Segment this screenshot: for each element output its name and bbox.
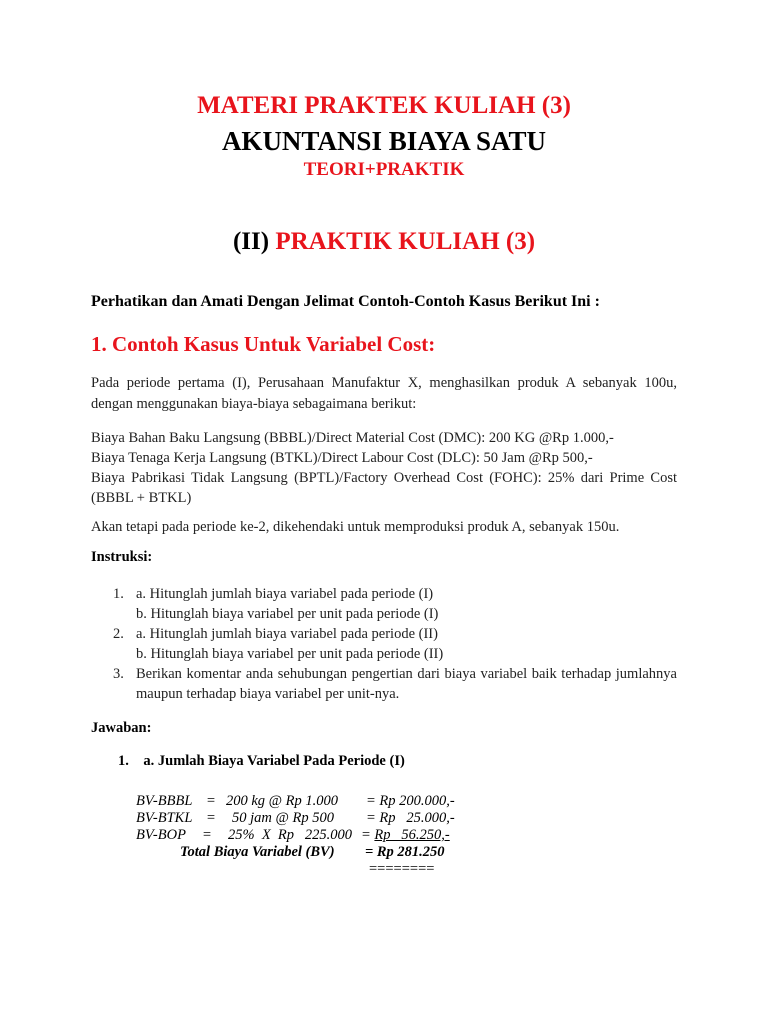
paragraph-intro: Pada periode pertama (I), Perusahaan Manufaktur X, menghasilkan produk A sebanyak 100u, dengan menggunakan biaya-biaya sebagaimana berikut:: [91, 375, 677, 412]
list-item: 3. Berikan komentar anda sehubungan pengertian dari biaya variabel baik terhadap jumlahnya maupun terhadap biaya variabel per unit-nya.: [113, 666, 677, 702]
lead-text: Perhatikan dan Amati Dengan Jelimat Contoh-Contoh Kasus Berikut Ini :: [91, 293, 600, 310]
cost-item-btkl: Biaya Tenaga Kerja Langsung (BTKL)/Direct Labour Cost (DLC): 50 Jam @Rp 500,-: [91, 450, 593, 466]
list-item: b. Hitunglah biaya variabel per unit pada periode (II): [136, 646, 444, 662]
title-section-red: PRAKTIK KULIAH (3): [275, 228, 536, 255]
title-course: AKUNTANSI BIAYA SATU: [221, 126, 547, 156]
section-heading: 1. Contoh Kasus Untuk Variabel Cost:: [91, 332, 436, 356]
title-subtitle: TEORI+PRAKTIK: [303, 159, 465, 180]
paragraph-period2: Akan tetapi pada periode ke-2, dikehendaki untuk memproduksi produk A, sebanyak 150u.: [91, 519, 620, 535]
title-materi: MATERI PRAKTEK KULIAH (3): [197, 92, 571, 119]
title-section: [0, 228, 768, 256]
cost-item-bbbl: Biaya Bahan Baku Langsung (BBBL)/Direct Material Cost (DMC): 200 KG @Rp 1.000,-: [91, 430, 614, 446]
title-section-prefix: (II): [232, 228, 276, 255]
answer-item-heading: 1. a. Jumlah Biaya Variabel Pada Periode (I): [118, 753, 405, 769]
answer-heading: Jawaban:: [91, 720, 152, 736]
document-page: MATERI PRAKTEK KULIAH (3) AKUNTANSI BIAYA SATU TEORI+PRAKTIK (II) PRAKTIK KULIAH (3) Perhatikan dan Amati Dengan Jelimat Contoh-Contoh Kasus Berikut Ini : 1. Contoh Kasus Untuk Variabel Cost: Pada periode pertama (I), Perusahaan Manufaktur X, menghasilkan produk A sebanyak 100u, dengan menggunakan biaya-biaya sebagaimana berikut: Biaya Bahan Baku Langsung (BBBL)/Direct Material Cost (DMC): 200 KG @Rp 1.000,- Biaya Tenaga Kerja Langsung (BTKL)/Direct Labour Cost (DLC): 50 Jam @Rp 500,- Biaya Pabrikasi Tidak Langsung (BPTL)/Factory Overhead Cost (FOHC): 25% dari Prime Cost (BBBL + BTKL) Akan tetapi pada periode ke-2, dikehendaki untuk memproduksi produk A, sebanyak 150u. Instruksi: 1. a. Hitunglah jumlah biaya variabel pada periode (I) b. Hitunglah biaya variabel per unit pada periode (I) 2. a. Hitunglah jumlah biaya variabel pada periode (II) b. Hitunglah biaya variabel per unit pada periode (II) 3. Berikan komentar anda sehubungan pengertian dari biaya variabel baik terhadap jumlahnya maupun terhadap biaya variabel per unit-nya. Jawaban: 1. a. Jumlah Biaya Variabel Pada Periode (I) BV-BBBL = 200 kg @ Rp 1.000 = Rp 200.000,- BV-BTKL = 50 jam @ Rp 500 = Rp 25.000,- BV-BOP = 25% X Rp 225.000 = Rp 56.250,- Total Biaya Variabel (BV) = Rp 281.250 ========: [0, 0, 768, 1024]
calc-bop-result: Rp 56.250,-: [374, 827, 450, 843]
cost-item-bptl: Biaya Pabrikasi Tidak Langsung (BPTL)/Factory Overhead Cost (FOHC): 25% dari Prime Cost (BBBL + BTKL): [91, 470, 677, 506]
list-item: 2. a. Hitunglah jumlah biaya variabel pada periode (II): [113, 626, 438, 642]
list-item: b. Hitunglah biaya variabel per unit pada periode (I): [136, 606, 439, 622]
list-item: 1. a. Hitunglah jumlah biaya variabel pada periode (I): [113, 586, 434, 602]
instructions-heading: Instruksi:: [91, 549, 153, 565]
instructions-list: [113, 584, 677, 704]
cost-list: [91, 428, 677, 508]
